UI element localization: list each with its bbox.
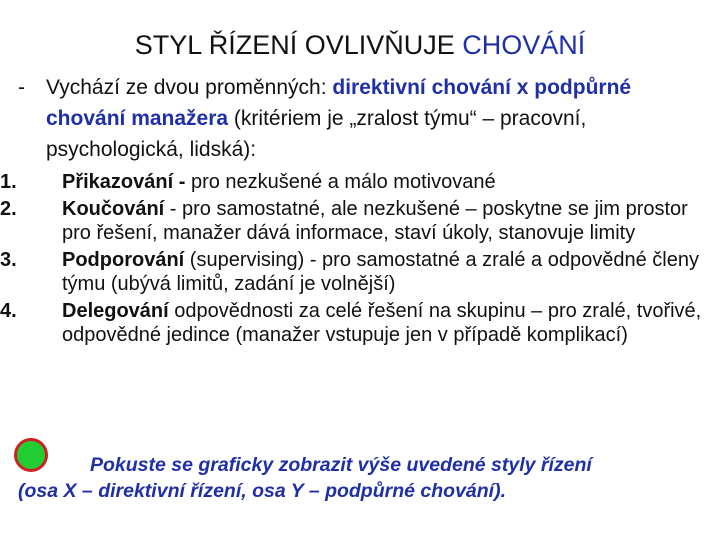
- slide-title: [0, 28, 720, 62]
- item-number: 4.: [0, 299, 17, 322]
- intro-text: [46, 72, 708, 165]
- list-item: [0, 197, 712, 246]
- title-accent: CHOVÁNÍ: [462, 30, 586, 60]
- item-term: Delegování: [62, 299, 169, 322]
- item-term: Přikazování -: [62, 171, 186, 193]
- item-number: 2.: [0, 197, 17, 220]
- note-line-1: Pokuste se graficky zobrazit výše uvedené styly řízení: [90, 454, 592, 476]
- note-line-2: (osa X – direktivní řízení, osa Y – podpůrné chování).: [18, 480, 506, 502]
- intro-pre: Vychází ze dvou proměnných:: [46, 76, 333, 99]
- item-desc: pro nezkušené a málo motivované: [185, 171, 496, 193]
- intro-post: (kritériem je „zralost týmu“ – pracovní, psychologická, lidská):: [46, 107, 587, 161]
- item-term: Koučování: [62, 197, 165, 220]
- title-main: STYL ŘÍZENÍ OVLIVŇUJE: [134, 30, 455, 60]
- task-note: [18, 452, 718, 504]
- item-desc: (supervising) - pro samostatné a zralé a odpovědné členy týmu (ubývá limitů, zadání je volnější): [62, 248, 699, 295]
- list-item: [0, 170, 712, 195]
- item-number: 1.: [0, 171, 17, 193]
- item-term: Podporování: [62, 248, 185, 271]
- intro-highlight: direktivní chování x podpůrné chování manažera: [46, 76, 632, 130]
- item-desc: odpovědnosti za celé řešení na skupinu – pro zralé, tvořivé, odpovědné jedince (manažer vstupuje jen v případě komplikací): [62, 299, 702, 346]
- intro-dash: -: [18, 76, 25, 99]
- item-number: 3.: [0, 248, 17, 271]
- list-item: [0, 299, 712, 348]
- list-item: [0, 248, 712, 297]
- intro-paragraph: [18, 72, 708, 165]
- item-desc: - pro samostatné, ale nezkušené – poskytne se jim prostor pro řešení, manažer dává informace, staví úkoly, stanovuje limity: [62, 197, 688, 244]
- style-list: [0, 170, 720, 350]
